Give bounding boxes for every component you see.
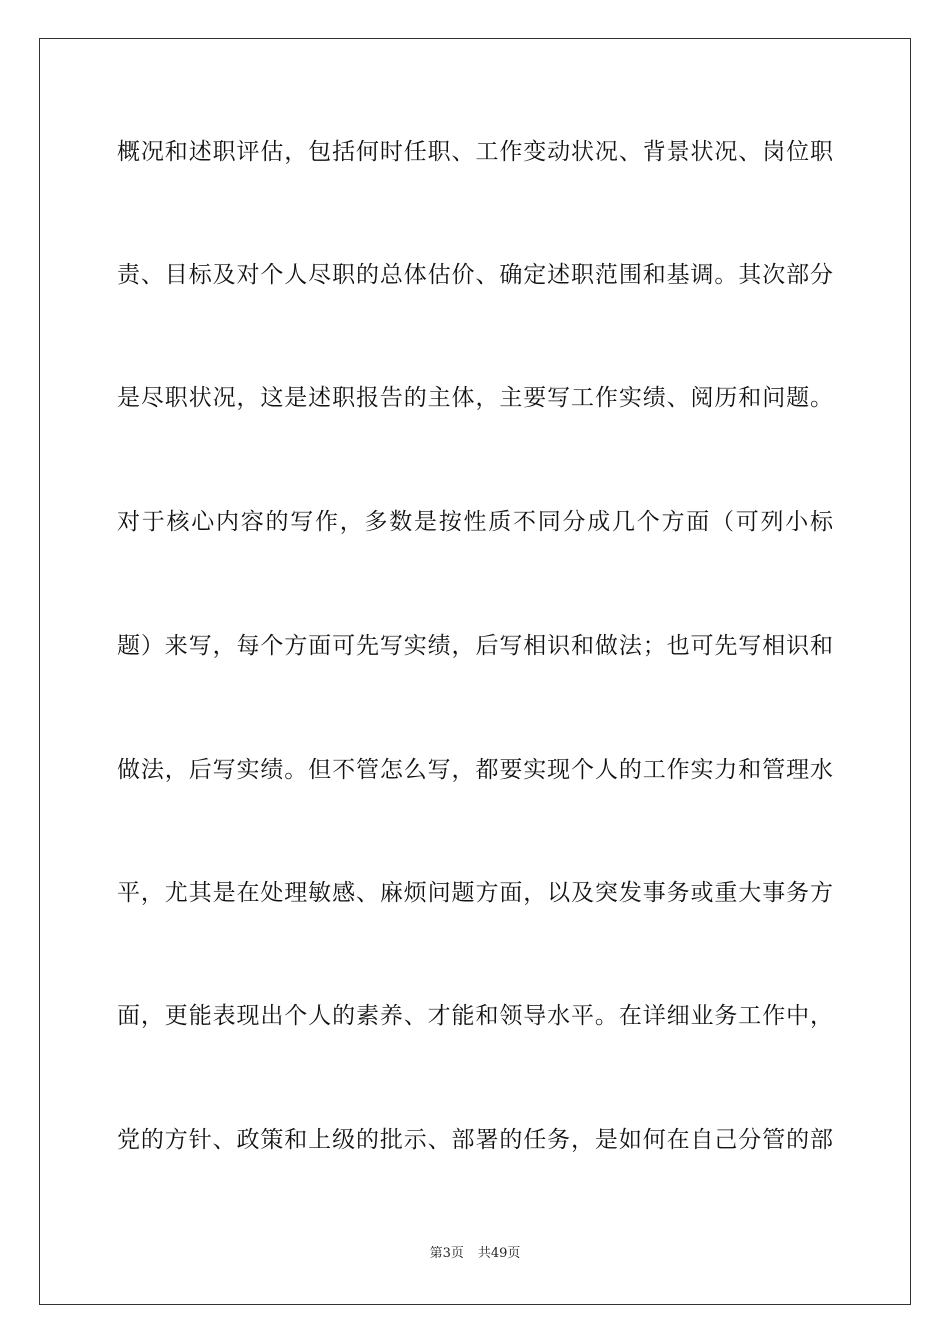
page-border: [39, 38, 911, 1305]
body-text-line-8: 面，更能表现出个人的素养、才能和领导水平。在详细业务工作中，: [117, 1003, 833, 1029]
body-text-line-7: 平，尤其是在处理敏感、麻烦问题方面，以及突发事务或重大事务方: [117, 880, 833, 906]
body-text-line-3: 是尽职状况，这是述职报告的主体，主要写工作实绩、阅历和问题。: [117, 385, 833, 411]
body-text-line-6: 做法，后写实绩。但不管怎么写，都要实现个人的工作实力和管理水: [117, 757, 833, 783]
body-text-line-1: 概况和述职评估，包括何时任职、工作变动状况、背景状况、岗位职: [117, 139, 833, 165]
body-text-line-9: 党的方针、政策和上级的批示、部署的任务，是如何在自己分管的部: [117, 1127, 833, 1153]
current-page-label: 第3页: [429, 1246, 464, 1261]
page-footer: [0, 1244, 950, 1264]
total-pages-label: 共49页: [477, 1246, 521, 1261]
body-text-line-4: 对于核心内容的写作，多数是按性质不同分成几个方面（可列小标: [117, 509, 833, 535]
body-text-line-5: 题）来写，每个方面可先写实绩，后写相识和做法；也可先写相识和: [117, 633, 833, 659]
body-text-line-2: 责、目标及对个人尽职的总体估价、确定述职范围和基调。其次部分: [117, 262, 833, 288]
